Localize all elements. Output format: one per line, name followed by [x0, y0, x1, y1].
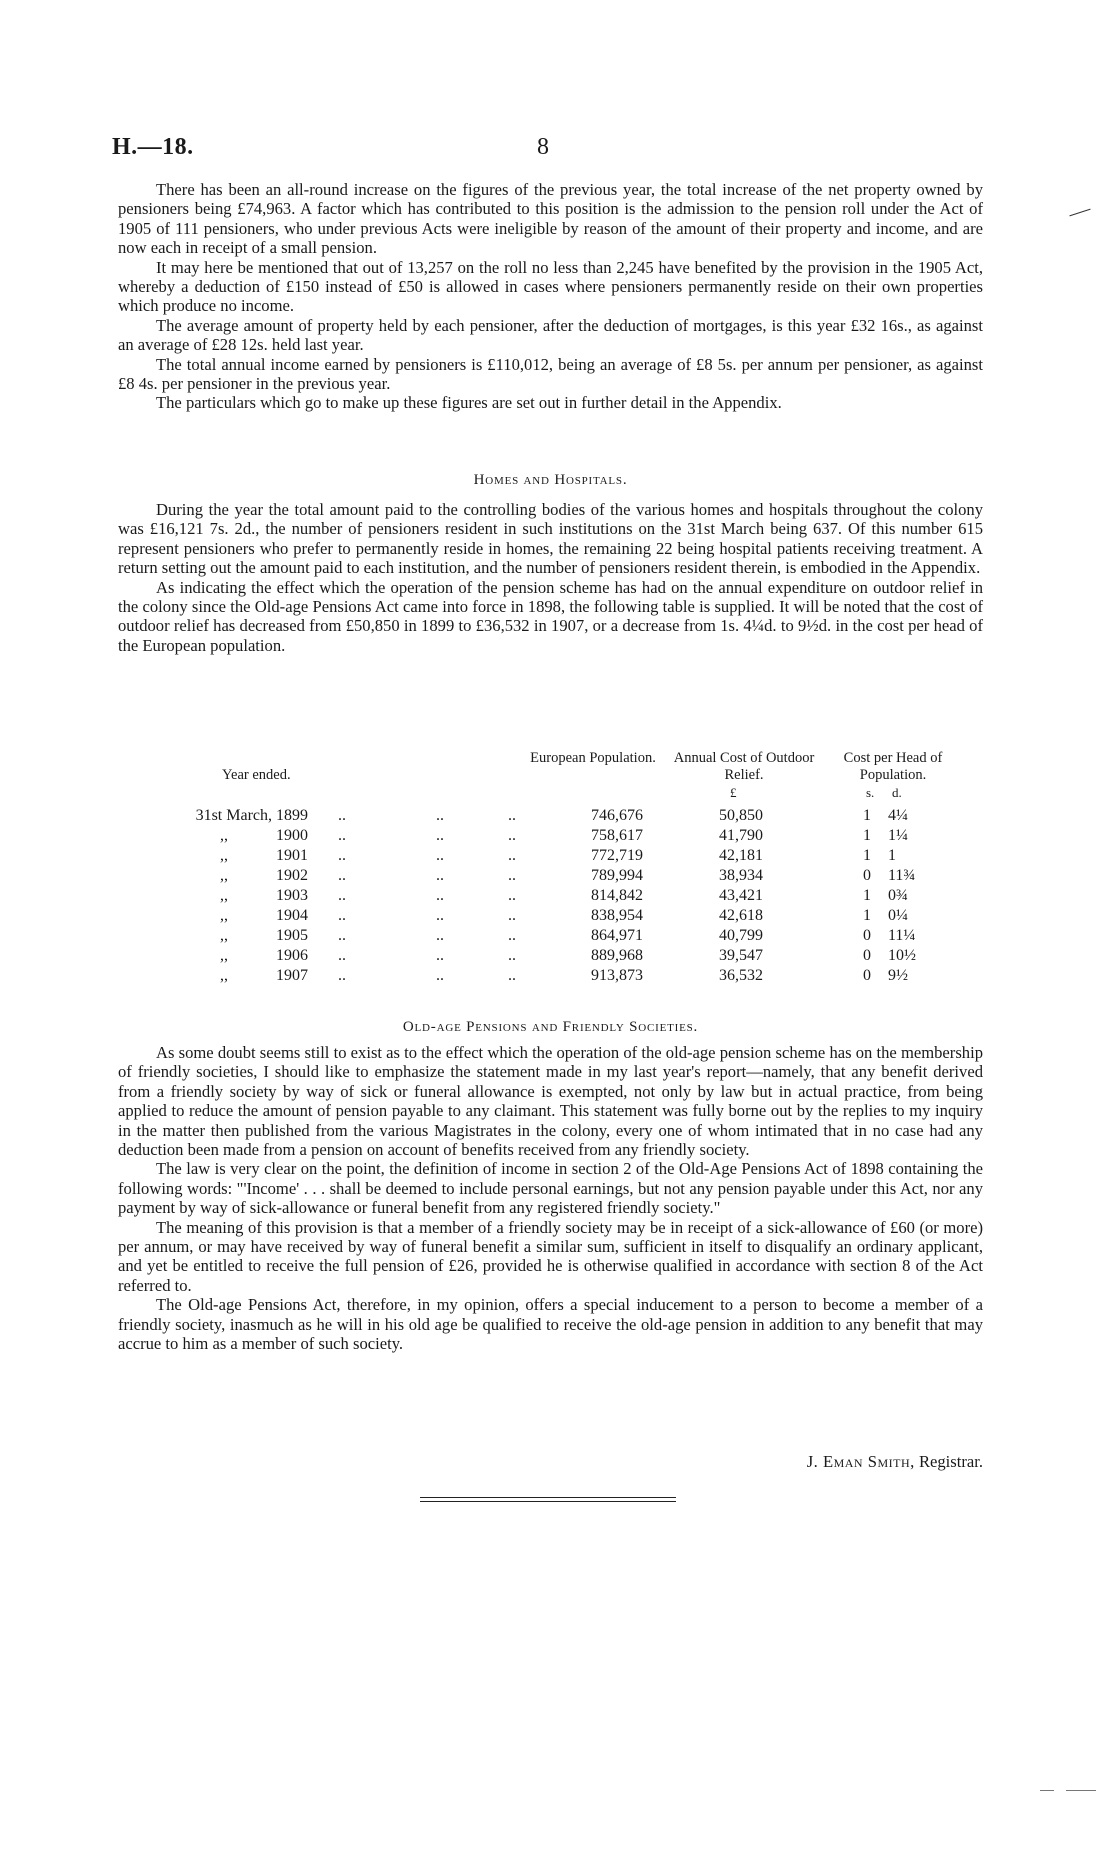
- row-year: ,, 1906: [220, 947, 308, 964]
- paragraph: During the year the total amount paid to the controlling bodies of the various homes and hospitals throughout the colony was £16,121 7s. 2d., the number of pensioners resident in such institutions on the 31st March being 637. Of this number 615 represent pensioners who prefer to permanently reside in homes, the remaining 22 being hospital patients receiving treatment. A return setting out the amount paid to each institution, and the number of pensioners resident therein, is embodied in the Appendix.: [118, 500, 983, 578]
- table-row: [118, 947, 983, 967]
- table-row: [118, 967, 983, 987]
- column-header-population: European Population.: [530, 750, 656, 766]
- table-row: [118, 847, 983, 867]
- row-shillings: 0: [863, 947, 871, 964]
- row-year: ,, 1905: [220, 927, 308, 944]
- row-year: ,, 1900: [220, 827, 308, 844]
- signatory-title: Registrar.: [918, 1452, 983, 1471]
- closing-rule: [420, 1501, 676, 1502]
- leader-dots: ..: [436, 827, 444, 844]
- table-row: [118, 807, 983, 827]
- row-cost: 36,532: [719, 967, 763, 984]
- leader-dots: ..: [508, 907, 516, 924]
- paragraph: There has been an all-round increase on the figures of the previous year, the total increase of the net property owned by pensioners being £74,963. A factor which has contributed to this position is the admission to the pension roll under the Act of 1905 of 111 pensioners, who under previous Acts were ineligible by reason of the amount of their property and income, and are now each in receipt of a small pension.: [118, 180, 983, 258]
- row-year: ,, 1904: [220, 907, 308, 924]
- leader-dots: ..: [338, 907, 346, 924]
- unit-shillings: s.: [866, 785, 875, 800]
- row-population: 758,617: [591, 827, 643, 844]
- leader-dots: ..: [338, 807, 346, 824]
- row-population: 838,954: [591, 907, 643, 924]
- leader-dots: ..: [508, 847, 516, 864]
- row-population: 913,873: [591, 967, 643, 984]
- row-population: 789,994: [591, 867, 643, 884]
- paragraph: The meaning of this provision is that a member of a friendly society may be in receipt of a sick-allowance of £60 (or more) per annum, or may have received by way of funeral benefit a similar sum, sufficient in itself to disqualify an ordinary applicant, and yet be entitled to receive the full pension of £26, provided he is otherwise qualified in accordance with section 8 of the Act referred to.: [118, 1217, 983, 1295]
- row-year: ,, 1907: [220, 967, 308, 984]
- leader-dots: ..: [338, 867, 346, 884]
- leader-dots: ..: [508, 887, 516, 904]
- friendly-societies-section: [118, 1043, 983, 1354]
- row-cost: 41,790: [719, 827, 763, 844]
- row-shillings: 0: [863, 927, 871, 944]
- paragraph: The total annual income earned by pensioners is £110,012, being an average of £8 5s. per annum per pensioner, as against £8 4s. per pensioner in the previous year.: [118, 354, 983, 394]
- row-cost: 38,934: [719, 867, 763, 884]
- row-cost: 50,850: [719, 807, 763, 824]
- leader-dots: ..: [338, 827, 346, 844]
- row-pence: 1: [888, 847, 896, 864]
- leader-dots: ..: [508, 947, 516, 964]
- margin-mark: [1040, 1790, 1054, 1791]
- leader-dots: ..: [338, 847, 346, 864]
- table-row: [118, 887, 983, 907]
- table-row: [118, 827, 983, 847]
- leader-dots: ..: [508, 827, 516, 844]
- margin-mark: [1069, 209, 1090, 217]
- intro-section: [118, 180, 983, 413]
- leader-dots: ..: [436, 967, 444, 984]
- signatory-name: J. Eman Smith,: [806, 1452, 915, 1471]
- paragraph: It may here be mentioned that out of 13,257 on the roll no less than 2,245 have benefited by the provision in the 1905 Act, whereby a deduction of £150 instead of £50 is allowed in cases where pensioners permanently reside on their own properties which produce no income.: [118, 257, 983, 316]
- row-pence: 4¼: [888, 807, 908, 824]
- unit-pence: d.: [892, 785, 902, 800]
- paragraph: As indicating the effect which the operation of the pension scheme has had on the annual expenditure on outdoor relief in the colony since the Old-age Pensions Act came into force in 1898, the following table is supplied. It will be noted that the cost of outdoor relief has decreased from £50,850 in 1899 to £36,532 in 1907, or a decrease from 1s. 4¼d. to 9½d. in the cost per head of the European population.: [118, 577, 983, 655]
- leader-dots: ..: [338, 947, 346, 964]
- leader-dots: ..: [436, 947, 444, 964]
- row-shillings: 1: [863, 847, 871, 864]
- table-row: [118, 867, 983, 887]
- row-cost: 42,618: [719, 907, 763, 924]
- column-header-cost: Annual Cost of Outdoor Relief.: [673, 750, 815, 783]
- row-population: 772,719: [591, 847, 643, 864]
- paragraph: The average amount of property held by each pensioner, after the deduction of mortgages, is this year £32 16s., as against an average of £28 12s. held last year.: [118, 315, 983, 355]
- homes-section: [118, 500, 983, 655]
- row-year: ,, 1902: [220, 867, 308, 884]
- page-number: 8: [537, 134, 549, 160]
- paragraph: The law is very clear on the point, the definition of income in section 2 of the Old-Age Pensions Act of 1898 containing the following words: "'Income' . . . shall be deemed to include personal earnings, but not any pension payable under this Act, nor any payment by way of sick-allowance or funeral benefit from any registered friendly society.": [118, 1159, 983, 1218]
- leader-dots: ..: [436, 927, 444, 944]
- column-header-cost-per-head: Cost per Head of Population.: [843, 750, 943, 783]
- margin-mark: [1066, 1790, 1096, 1791]
- leader-dots: ..: [508, 927, 516, 944]
- row-shillings: 0: [863, 967, 871, 984]
- section-heading-homes-hospitals: Homes and Hospitals.: [473, 472, 628, 488]
- leader-dots: ..: [338, 887, 346, 904]
- paragraph: As some doubt seems still to exist as to the effect which the operation of the old-age pension scheme has on the membership of friendly societies, I should like to emphasize the statement made in my last year's report—namely, that any benefit derived from a friendly society by way of sick or funeral allowance is exempted, not only by law but in actual practice, from being applied to reduce the amount of pension payable to any claimant. This statement was fully borne out by the replies to my inquiry in the matter then published from the various Magistrates in the colony, every one of whom intimated that in no case had any deduction been made from a pension on account of benefits received from any friendly society.: [118, 1043, 983, 1160]
- row-pence: 1¼: [888, 827, 908, 844]
- leader-dots: ..: [508, 807, 516, 824]
- row-cost: 42,181: [719, 847, 763, 864]
- row-pence: 0¼: [888, 907, 908, 924]
- row-population: 814,842: [591, 887, 643, 904]
- row-year: ,, 1903: [220, 887, 308, 904]
- row-pence: 9½: [888, 967, 908, 984]
- row-population: 746,676: [591, 807, 643, 824]
- row-pence: 11¾: [888, 867, 916, 884]
- leader-dots: ..: [436, 847, 444, 864]
- row-pence: 10½: [888, 947, 916, 964]
- row-population: 889,968: [591, 947, 643, 964]
- row-cost: 40,799: [719, 927, 763, 944]
- row-shillings: 0: [863, 867, 871, 884]
- row-year: 31st March, 1899: [195, 807, 308, 824]
- row-shillings: 1: [863, 827, 871, 844]
- row-year: ,, 1901: [220, 847, 308, 864]
- section-heading-friendly-societies: Old-age Pensions and Friendly Societies.: [402, 1019, 699, 1035]
- paragraph: The particulars which go to make up these figures are set out in further detail in the Appendix.: [156, 393, 782, 413]
- column-header-year: Year ended.: [222, 767, 291, 783]
- table-row: [118, 907, 983, 927]
- row-population: 864,971: [591, 927, 643, 944]
- row-shillings: 1: [863, 907, 871, 924]
- row-cost: 43,421: [719, 887, 763, 904]
- leader-dots: ..: [508, 867, 516, 884]
- signature-block: [118, 1452, 983, 1472]
- row-shillings: 1: [863, 887, 871, 904]
- row-cost: 39,547: [719, 947, 763, 964]
- row-shillings: 1: [863, 807, 871, 824]
- leader-dots: ..: [508, 967, 516, 984]
- leader-dots: ..: [436, 807, 444, 824]
- leader-dots: ..: [436, 867, 444, 884]
- row-pence: 11¼: [888, 927, 916, 944]
- leader-dots: ..: [338, 927, 346, 944]
- parliamentary-paper-reference: H.—18.: [112, 134, 194, 160]
- row-pence: 0¾: [888, 887, 908, 904]
- closing-rule: [420, 1497, 676, 1498]
- unit-pounds: £: [730, 785, 737, 800]
- table-row: [118, 927, 983, 947]
- leader-dots: ..: [436, 907, 444, 924]
- leader-dots: ..: [338, 967, 346, 984]
- paragraph: The Old-age Pensions Act, therefore, in my opinion, offers a special inducement to a person to become a member of a friendly society, inasmuch as he will in his old age be qualified to receive the old-age pension in addition to any benefit that may accrue to him as a member of such society.: [118, 1295, 983, 1354]
- leader-dots: ..: [436, 887, 444, 904]
